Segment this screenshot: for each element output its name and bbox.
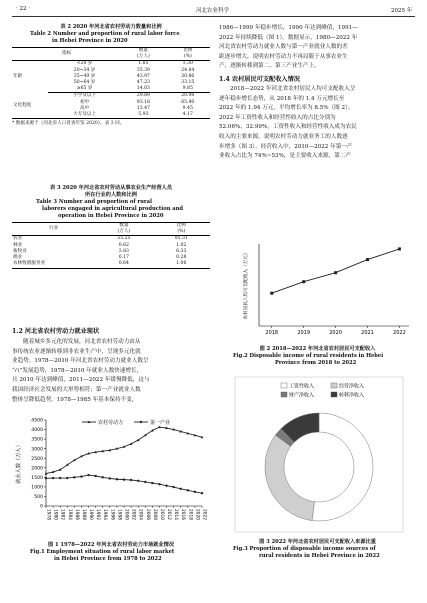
text-line: 距逐步增大，说明农村劳动力不再局限于从事农业生 [219, 53, 348, 60]
legend-label: 工资性收入 [289, 383, 315, 390]
cell-ratio: 24.84 [181, 67, 195, 73]
page-number: · 22 · [16, 6, 30, 12]
y-tick-label: 0 [40, 504, 43, 510]
table-3-title-cn: 表 3 2020 年河北省农村劳动从事农业生产经营人员 [49, 185, 173, 191]
x-tick-label: 2008 [151, 509, 157, 520]
y-tick-label: 4000 [31, 428, 43, 434]
col-header: 行业 [12, 223, 95, 236]
cell-label: 农林牧渔服务业 [12, 261, 95, 268]
cell-number: 47.23 [136, 80, 150, 86]
cell-label: 35~49 岁 [73, 73, 96, 79]
text-line: 我国经济社会发展的大形势相符；第一产业就业人数 [12, 386, 141, 393]
data-point [165, 485, 167, 487]
table-2-title-cn: 表 2 2020 年河北省农村劳动力数量和比例 [60, 24, 162, 30]
data-point [59, 477, 61, 479]
text-line: 事传统农业逐渐转移到非农业生产中，呈现多元化就 [12, 348, 141, 355]
table-row [12, 93, 210, 100]
text-line: 52.06%、32.99%，工资性收入和经营性收入成为农民 [219, 124, 357, 131]
data-point [66, 477, 68, 479]
text-line: 河北省农村劳动力就业人数与第一产业就业人数的差 [219, 44, 348, 51]
cell-ratio: 91.31 [174, 236, 188, 242]
col-header: 指标 [12, 48, 121, 61]
x-tick-label: 2020 [329, 330, 342, 336]
data-point [109, 477, 111, 479]
data-point [123, 478, 125, 480]
data-point [80, 475, 82, 477]
x-tick-label: 2016 [180, 509, 186, 520]
table-3-title-cn: 所在行业的人数和比例 [85, 192, 137, 199]
table-3-title-en: Table 3 Number and proportion of rural [36, 199, 152, 206]
data-point [398, 247, 401, 250]
y-tick-label: 2000 [31, 466, 43, 472]
cell-ratio: 1.02 [176, 242, 187, 248]
legend-swatch [331, 392, 337, 397]
cell-number: 1.85 [138, 61, 149, 67]
y-tick-label: 4500 [31, 418, 43, 424]
figure-3 [219, 375, 416, 560]
y-tick-label: 3000 [31, 447, 43, 453]
text-line: 且 2010 年达到峰值，2011—2022 年缓慢降低，这与 [12, 377, 150, 384]
cell-label: 小学及以下 [48, 93, 121, 100]
cell-number: 55.25 [117, 236, 131, 242]
table-2 [12, 24, 210, 127]
cell-label: 农业 [13, 236, 23, 242]
x-tick-label: 2022 [393, 330, 406, 336]
legend-rural-label: 农村劳动力 [98, 419, 124, 426]
figure-1 [12, 412, 210, 563]
cell-ratio: 33.15 [181, 80, 195, 86]
figure-1-chart [12, 412, 210, 538]
y-axis-label: 就业人数（万人） [16, 442, 22, 484]
text-line: 2022 年工资性收入和经营性收入的占比分别为 [219, 114, 336, 121]
data-point [73, 476, 75, 478]
data-point [130, 479, 132, 481]
section-heading: 1.4 农村居民可支配收入情况 [219, 75, 300, 83]
cell-label: 畜牧业 [13, 248, 27, 254]
text-line: “∩”发展趋势，1978—2010 年就业人数快速增长， [12, 367, 143, 374]
cell-label: 50~64 岁 [73, 80, 96, 86]
text-line: 随着城乡多元化的发展，河北省农村劳动力由从 [23, 339, 141, 345]
cell-ratio: 9.45 [182, 105, 193, 111]
table-3-title-en: operation in Hebei Province in 2020 [58, 213, 164, 220]
text-line: 整体呈降低趋势，1978—1985 年基本保持不变， [12, 396, 138, 403]
table-row [12, 61, 210, 68]
figure-3-caption-cn: 图 3 2022 年河北省农村居民可支配收入来源比重 [259, 539, 376, 545]
figure-1-caption-en: Fig.1 Employment situation of rural labor market [30, 549, 175, 556]
y-tick-label: 1000 [31, 485, 43, 491]
x-tick-label: 2019 [297, 330, 311, 336]
data-point [270, 292, 273, 295]
text-line: 业趋势。1978—2010 年河北省农村劳动力就业人数呈 [12, 358, 149, 365]
data-point [137, 480, 139, 482]
cell-label: 初中 [79, 99, 90, 105]
cell-number: 29.89 [121, 93, 165, 100]
cell-label: 高中 [79, 105, 90, 111]
cell-number: 0.62 [118, 242, 129, 248]
cell-ratio: 4.17 [166, 112, 210, 119]
text-line: 2022 年的 1.94 万元，平均增长率为 8.5%（图 2）。 [219, 105, 354, 112]
figure-2-chart [219, 238, 416, 342]
text-line: 业收入占比为 74%~53%，是主要收入来源，第二产 [219, 153, 352, 160]
data-point [366, 258, 369, 261]
x-tick-label: 1988 [80, 509, 86, 520]
series-line [46, 427, 202, 473]
col-header: 比例 (%) [166, 48, 210, 61]
x-tick-label: 2010 [158, 509, 164, 520]
x-tick-label: 2000 [123, 509, 129, 520]
text-line: 逐年稳步增长态势，从 2018 年的 1.4 万元增长至 [219, 95, 345, 102]
y-tick-label: 500 [34, 495, 43, 501]
legend-swatch [331, 383, 337, 388]
data-point [52, 477, 54, 479]
x-tick-label: 1996 [109, 509, 115, 520]
col-header: 数量 (万人) [95, 223, 152, 236]
section-body [219, 24, 416, 72]
right-column-text [219, 24, 416, 162]
data-point [94, 475, 96, 477]
cell-label: 大专及以上 [48, 112, 121, 119]
x-tick-label: 2012 [166, 509, 172, 520]
x-tick-label: 2018 [265, 330, 279, 336]
cell-label: 林业 [13, 242, 23, 248]
legend-swatch [281, 383, 287, 388]
col-header: 数量 (万人) [121, 48, 165, 61]
cell-ratio: 0.28 [176, 255, 187, 261]
row-group-label: 年龄 [13, 74, 23, 80]
x-tick-label: 2018 [187, 509, 193, 520]
cell-ratio: 1.06 [153, 261, 210, 268]
table-2-grid [12, 47, 210, 119]
table-3 [12, 185, 210, 269]
row-group-label: 文化程度 [12, 93, 48, 119]
table-3-grid [12, 222, 210, 268]
x-tick-label: 1990 [88, 509, 94, 520]
cell-label: <20 岁 [76, 61, 93, 67]
data-point [302, 280, 305, 283]
figure-2-caption-cn: 图 2 2018—2022 年河北省农村居民可支配收入 [259, 346, 376, 352]
header-rule [12, 16, 415, 17]
cell-number: 43.97 [136, 73, 150, 79]
y-tick-label: 2500 [31, 456, 43, 462]
cell-ratio: 9.85 [182, 86, 193, 92]
x-tick-label: 1980 [52, 509, 58, 520]
legend-label: 经营净收入 [339, 383, 365, 390]
x-tick-label: 1994 [102, 509, 108, 520]
text-line: 2018—2022 年河北省农村居民人均可支配收入呈 [230, 85, 356, 92]
table-2-title-en: in Hebei Province in 2020 [52, 38, 128, 45]
cell-number: 93.18 [136, 99, 150, 105]
journal-name: 河北农业科学 [196, 8, 230, 14]
section-1-2 [12, 326, 210, 405]
data-point [172, 486, 174, 488]
data-point [180, 488, 182, 490]
table-3-title-en: laborers engaged in agricultural production and [42, 206, 184, 213]
x-tick-label: 2020 [194, 509, 200, 520]
cell-number: 3.83 [118, 248, 129, 254]
table-row [12, 261, 210, 268]
table-2-title-en: Table 2 Number and proportion of rural labor force [30, 31, 180, 38]
cell-number: 0.17 [118, 255, 129, 261]
x-tick-label: 1986 [73, 509, 79, 520]
cell-number: 14.03 [136, 86, 150, 92]
x-tick-label: 2004 [137, 509, 143, 520]
text-line: 2022 年持续降低（图 1）。数据显示，1980—2022 年 [219, 34, 358, 41]
section-heading: 1.2 河北省农村劳动力就业现状 [12, 328, 100, 335]
data-point [45, 477, 47, 479]
pie-slice [265, 435, 314, 520]
x-tick-label: 1978 [45, 509, 51, 520]
cell-number: 35.39 [136, 67, 150, 73]
text-line: 步增多（图 3）。经营收入中，2010—2022 年第一产 [219, 143, 353, 150]
data-point [187, 489, 189, 491]
section-body [12, 338, 210, 405]
legend-swatch [281, 392, 287, 397]
text-line: 收入的主要来源，说明农村劳动力就业务工的人数逐 [219, 133, 348, 140]
figure-2-caption-en: Fig.2 Disposable income of rural residents in Hebei [233, 353, 384, 360]
text-line: 1986—1999 年稳步增长，1990 年达到峰值，1991— [219, 25, 358, 31]
y-axis-label: 农村居民人均可支配收入（万元） [244, 250, 249, 320]
text-line: 产，逐渐转移到第二、第三产业生产上。 [219, 63, 320, 70]
figure-3-chart [219, 375, 416, 535]
cell-ratio: 65.40 [181, 99, 195, 105]
figure-3-caption-en: rural residents in Hebei Province in 2022 [259, 553, 380, 560]
x-tick-label: 2022 [201, 509, 207, 520]
x-tick-label: 1982 [59, 509, 65, 520]
cell-ratio: 30.86 [181, 73, 195, 79]
figure-3-caption-en: Fig.3 Proportion of disposable income sources of [233, 546, 376, 553]
figure-1-caption-cn: 图 1 1978—2022 年河北省农村劳动力市场就业情况 [47, 542, 175, 548]
x-tick-label: 2014 [173, 509, 179, 520]
legend-primary-label: 第一产业 [150, 419, 171, 426]
data-point [151, 482, 153, 484]
cell-number: 0.64 [95, 261, 152, 268]
data-point [144, 481, 146, 483]
x-tick-label: 1998 [116, 509, 122, 520]
table-row [12, 236, 210, 243]
y-tick-label: 1500 [31, 475, 43, 481]
cell-label: 20~34 岁 [73, 67, 96, 73]
section-body [219, 85, 416, 162]
x-tick-label: 2002 [130, 509, 136, 520]
data-point [158, 483, 160, 485]
legend-label: 财产净收入 [289, 392, 315, 399]
cell-ratio: 6.33 [176, 248, 187, 254]
data-point [116, 478, 118, 480]
cell-label: ≥65 岁 [76, 86, 93, 92]
data-point [201, 492, 203, 494]
journal-year: 2025 年 [391, 8, 413, 14]
x-tick-label: 2021 [361, 330, 374, 336]
series-line [272, 249, 400, 293]
pie-slice [312, 413, 373, 521]
series-line [46, 475, 202, 493]
table-2-note: * 数据来源于《河北省人口普查年鉴 2020》。表 3 同。 [12, 121, 125, 127]
figure-2 [219, 238, 416, 367]
x-tick-label: 1992 [95, 509, 101, 520]
figure-1-caption-en: in Hebei Province from 1978 to 2022 [54, 556, 162, 563]
y-tick-label: 3500 [31, 437, 43, 443]
data-point [194, 491, 196, 493]
data-point [87, 474, 89, 476]
cell-ratio: 1.30 [182, 61, 193, 67]
col-header: 比例 (%) [153, 223, 210, 236]
cell-label: 渔业 [13, 255, 23, 261]
figure-2-caption-en: Province from 2018 to 2022 [275, 360, 357, 367]
x-tick-label: 2006 [144, 509, 150, 520]
legend-label: 转移净收入 [339, 392, 365, 399]
legend-primary-marker [140, 421, 142, 423]
data-point [102, 476, 104, 478]
cell-number: 13.47 [136, 105, 150, 111]
cell-number: 5.93 [121, 112, 165, 119]
data-point [334, 271, 337, 274]
x-tick-label: 1984 [66, 509, 72, 520]
cell-ratio: 20.98 [166, 93, 210, 100]
